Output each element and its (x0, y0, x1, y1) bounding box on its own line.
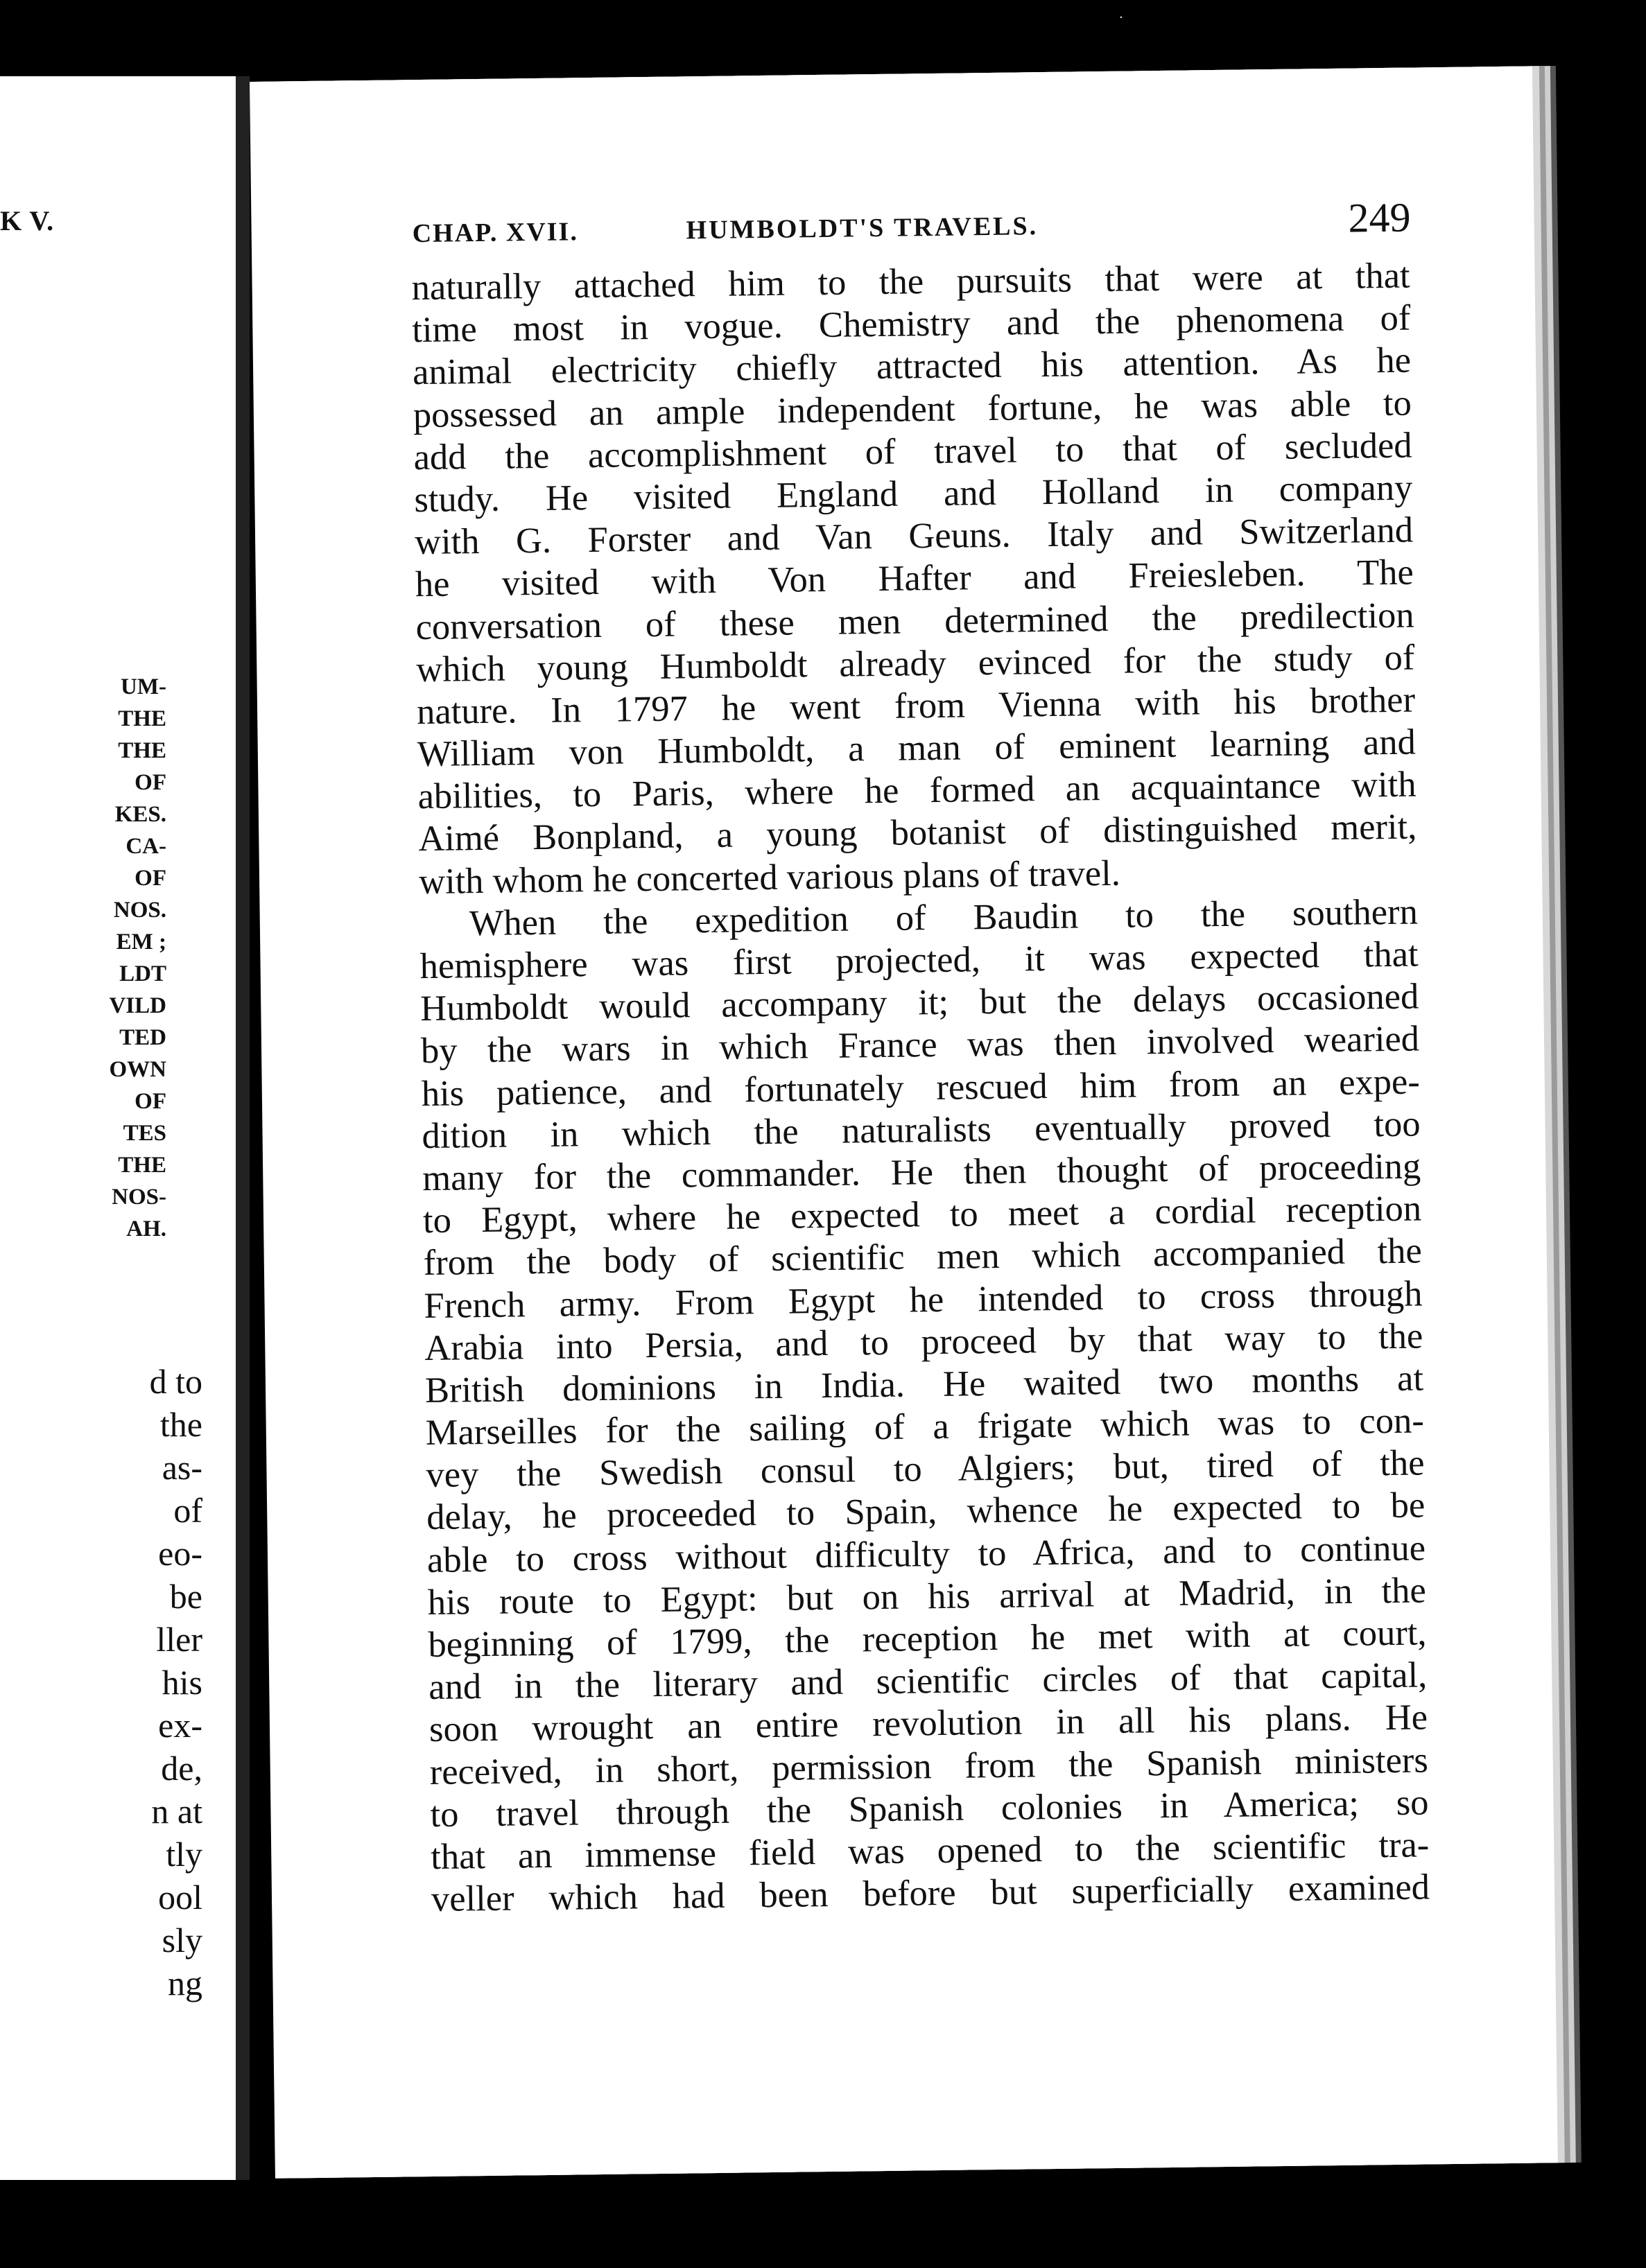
text-line: veller which had been before but superficially examined (431, 1867, 1430, 1920)
text-line: British dominions in India. He waited two months at (424, 1358, 1424, 1411)
scan-speck: · (1119, 10, 1123, 25)
left-page-header: K V. (0, 205, 55, 236)
left-body-fragment: d to (149, 1362, 202, 1401)
text-line: his patience, and fortunately rescued him from an expe- (421, 1061, 1421, 1114)
text-line: many for the commander. He then thought of proceeding (422, 1146, 1421, 1199)
text-line: William von Humboldt, a man of eminent learning and (417, 722, 1417, 775)
left-sidenote-fragment: VILD (109, 993, 166, 1018)
text-line: add the accomplishment of travel to that of secluded (413, 425, 1412, 478)
left-body-fragment: ex- (158, 1706, 202, 1745)
left-body-fragment: de, (161, 1749, 202, 1788)
left-page-body-fragments (0, 1360, 202, 2005)
text-line: to travel through the Spanish colonies in America; so (430, 1782, 1429, 1835)
running-title: HUMBOLDT'S TRAVELS. (686, 211, 1039, 245)
left-body-fragment: as- (162, 1448, 202, 1487)
left-sidenote-fragment: THE (118, 706, 166, 731)
text-line: his route to Egypt: but on his arrival at Madrid, in the (427, 1570, 1427, 1623)
text-line: that an immense field was opened to the scientific tra- (430, 1824, 1430, 1877)
left-body-fragment: of (173, 1491, 202, 1530)
left-sidenote-fragment: OF (135, 770, 166, 795)
text-line: nature. In 1797 he went from Vienna with his brother (416, 679, 1416, 732)
text-line: abilities, to Paris, where he formed an acquaintance with (417, 764, 1417, 817)
left-sidenote-fragment: TES (123, 1121, 166, 1146)
text-line: naturally attached him to the pursuits that were at that (411, 255, 1410, 308)
left-body-fragment: ng (168, 1964, 202, 2003)
left-sidenote-fragment: EM ; (116, 930, 166, 954)
left-sidenote-fragment: TED (119, 1025, 166, 1050)
text-line: conversation of these men determined the predilection (415, 595, 1414, 647)
text-line: When the expedition of Baudin to the southern (469, 891, 1419, 944)
text-line: Marseilles for the sailing of a frigate which was to con- (425, 1400, 1425, 1454)
left-sidenote-fragment: THE (118, 1153, 166, 1178)
left-sidenote-fragment: OWN (109, 1057, 166, 1082)
text-line: dition in which the naturalists eventually proved too (422, 1104, 1421, 1156)
left-sidenote-fragment: AH. (126, 1216, 166, 1241)
text-line: vey the Swedish consul to Algiers; but, tired of the (426, 1442, 1425, 1496)
left-sidenote-fragment: THE (118, 738, 166, 763)
left-body-fragment: eo- (158, 1534, 202, 1573)
left-page-sidenotes (0, 671, 166, 1245)
left-body-fragment: his (162, 1663, 202, 1702)
left-sidenote-fragment: OF (135, 866, 166, 891)
text-line: study. He visited England and Holland in company (414, 467, 1413, 521)
left-sidenote-fragment: LDT (119, 961, 166, 986)
text-line: hemisphere was first projected, it was expected that (419, 934, 1419, 987)
text-line: possessed an ample independent fortune, he was able to (413, 383, 1412, 435)
left-body-fragment: ller (156, 1620, 202, 1659)
text-line: animal electricity chiefly attracted his attention. As he (412, 340, 1412, 393)
text-line: able to cross without difficulty to Africa, and to continue (426, 1528, 1426, 1580)
left-sidenote-fragment: OF (135, 1089, 166, 1114)
body-text (411, 255, 1430, 1921)
text-line: he visited with Von Hafter and Freiesleben. The (415, 552, 1414, 605)
text-line: delay, he proceeded to Spain, whence he expected to be (426, 1485, 1426, 1538)
text-line: Aimé Bonpland, a young botanist of distinguished merit, (418, 806, 1417, 860)
text-line: French army. From Egypt he intended to cross through (424, 1273, 1423, 1326)
book-gutter (236, 76, 250, 2180)
text-line: Humboldt would accompany it; but the delays occasioned (420, 976, 1419, 1029)
chapter-label: CHAP. XVII. (412, 217, 579, 249)
left-body-fragment: the (159, 1405, 202, 1444)
text-line: Arabia into Persia, and to proceed by that way to the (424, 1316, 1423, 1368)
left-sidenote-fragment: CA- (125, 834, 166, 859)
left-sidenote-fragment: NOS- (112, 1185, 166, 1210)
left-body-fragment: be (169, 1577, 202, 1616)
text-line: from the body of scientific men which accompanied the (423, 1230, 1423, 1284)
text-line: with G. Forster and Van Geuns. Italy and Switzerland (414, 509, 1414, 563)
left-page-fragment (0, 76, 239, 2180)
text-line: time most in vogue. Chemistry and the phenomena of (412, 297, 1411, 351)
text-line: with whom he concerted various plans of travel. (418, 853, 1121, 902)
text-line: beginning of 1799, the reception he met with at court, (428, 1612, 1427, 1666)
left-sidenote-fragment: UM- (121, 674, 166, 699)
text-line: to Egypt, where he expected to meet a cordial reception (422, 1188, 1422, 1241)
left-sidenote-fragment: NOS. (113, 898, 166, 923)
left-body-fragment: ool (158, 1878, 202, 1917)
left-body-fragment: tly (166, 1835, 202, 1874)
text-line: received, in short, permission from the Spanish ministers (429, 1739, 1429, 1792)
text-line: by the wars in which France was then involved wearied (420, 1018, 1420, 1072)
left-body-fragment: n at (151, 1792, 202, 1831)
left-body-fragment: sly (162, 1921, 202, 1960)
running-head (412, 187, 1411, 262)
left-sidenote-fragment: KES. (114, 802, 166, 827)
text-line: soon wrought an entire revolution in all his plans. He (428, 1697, 1428, 1750)
text-line: and in the literary and scientific circles of that capital, (428, 1655, 1428, 1708)
main-page (250, 66, 1558, 2178)
page-number: 249 (1348, 194, 1411, 241)
text-line: which young Humboldt already evinced for the study of (416, 637, 1415, 690)
